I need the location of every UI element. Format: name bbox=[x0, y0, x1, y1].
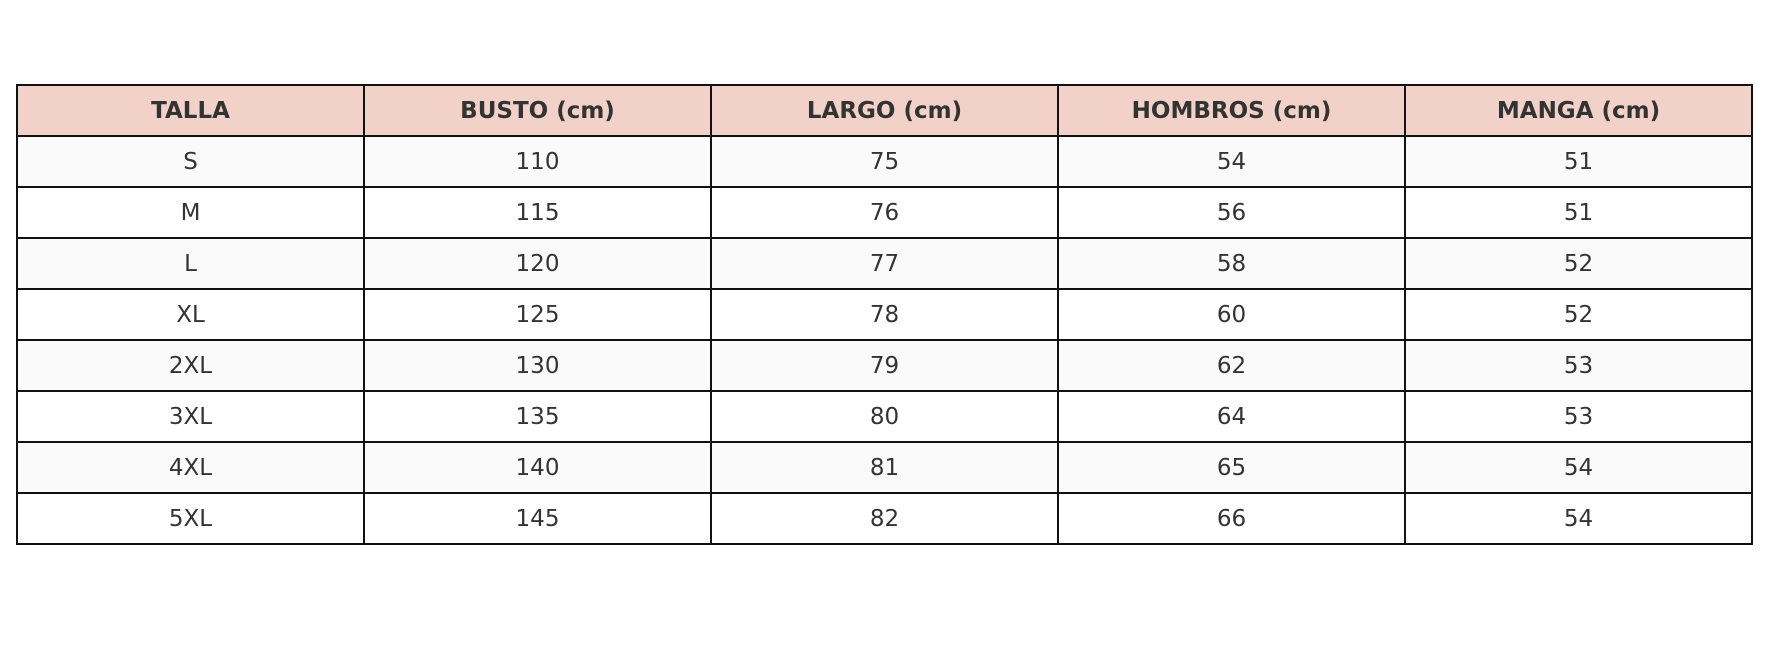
cell-talla: L bbox=[17, 238, 364, 289]
cell-hombros: 66 bbox=[1058, 493, 1405, 544]
table-row bbox=[17, 493, 1752, 544]
cell-manga: 54 bbox=[1405, 442, 1752, 493]
cell-hombros: 56 bbox=[1058, 187, 1405, 238]
column-header-largo: LARGO (cm) bbox=[711, 85, 1058, 136]
column-header-manga: MANGA (cm) bbox=[1405, 85, 1752, 136]
cell-hombros: 64 bbox=[1058, 391, 1405, 442]
cell-busto: 115 bbox=[364, 187, 711, 238]
table-row bbox=[17, 136, 1752, 187]
cell-busto: 130 bbox=[364, 340, 711, 391]
cell-largo: 77 bbox=[711, 238, 1058, 289]
cell-talla: 5XL bbox=[17, 493, 364, 544]
cell-talla: M bbox=[17, 187, 364, 238]
cell-manga: 53 bbox=[1405, 391, 1752, 442]
cell-manga: 52 bbox=[1405, 289, 1752, 340]
cell-talla: 4XL bbox=[17, 442, 364, 493]
cell-manga: 54 bbox=[1405, 493, 1752, 544]
table-body bbox=[17, 136, 1752, 544]
cell-largo: 78 bbox=[711, 289, 1058, 340]
table-row bbox=[17, 391, 1752, 442]
cell-manga: 53 bbox=[1405, 340, 1752, 391]
cell-busto: 135 bbox=[364, 391, 711, 442]
cell-talla: 3XL bbox=[17, 391, 364, 442]
cell-largo: 81 bbox=[711, 442, 1058, 493]
table-row bbox=[17, 340, 1752, 391]
cell-busto: 140 bbox=[364, 442, 711, 493]
table-row bbox=[17, 187, 1752, 238]
cell-manga: 51 bbox=[1405, 187, 1752, 238]
cell-largo: 76 bbox=[711, 187, 1058, 238]
cell-busto: 125 bbox=[364, 289, 711, 340]
cell-manga: 52 bbox=[1405, 238, 1752, 289]
cell-hombros: 58 bbox=[1058, 238, 1405, 289]
cell-busto: 120 bbox=[364, 238, 711, 289]
column-header-hombros: HOMBROS (cm) bbox=[1058, 85, 1405, 136]
cell-largo: 82 bbox=[711, 493, 1058, 544]
cell-hombros: 65 bbox=[1058, 442, 1405, 493]
table-row bbox=[17, 238, 1752, 289]
header-row bbox=[17, 85, 1752, 136]
table-header bbox=[17, 85, 1752, 136]
table-row bbox=[17, 442, 1752, 493]
column-header-busto: BUSTO (cm) bbox=[364, 85, 711, 136]
cell-manga: 51 bbox=[1405, 136, 1752, 187]
table-row bbox=[17, 289, 1752, 340]
size-chart-table bbox=[16, 84, 1753, 545]
cell-largo: 80 bbox=[711, 391, 1058, 442]
column-header-talla: TALLA bbox=[17, 85, 364, 136]
cell-hombros: 54 bbox=[1058, 136, 1405, 187]
cell-largo: 75 bbox=[711, 136, 1058, 187]
cell-busto: 110 bbox=[364, 136, 711, 187]
cell-talla: XL bbox=[17, 289, 364, 340]
cell-largo: 79 bbox=[711, 340, 1058, 391]
cell-busto: 145 bbox=[364, 493, 711, 544]
cell-talla: 2XL bbox=[17, 340, 364, 391]
cell-hombros: 62 bbox=[1058, 340, 1405, 391]
cell-hombros: 60 bbox=[1058, 289, 1405, 340]
cell-talla: S bbox=[17, 136, 364, 187]
